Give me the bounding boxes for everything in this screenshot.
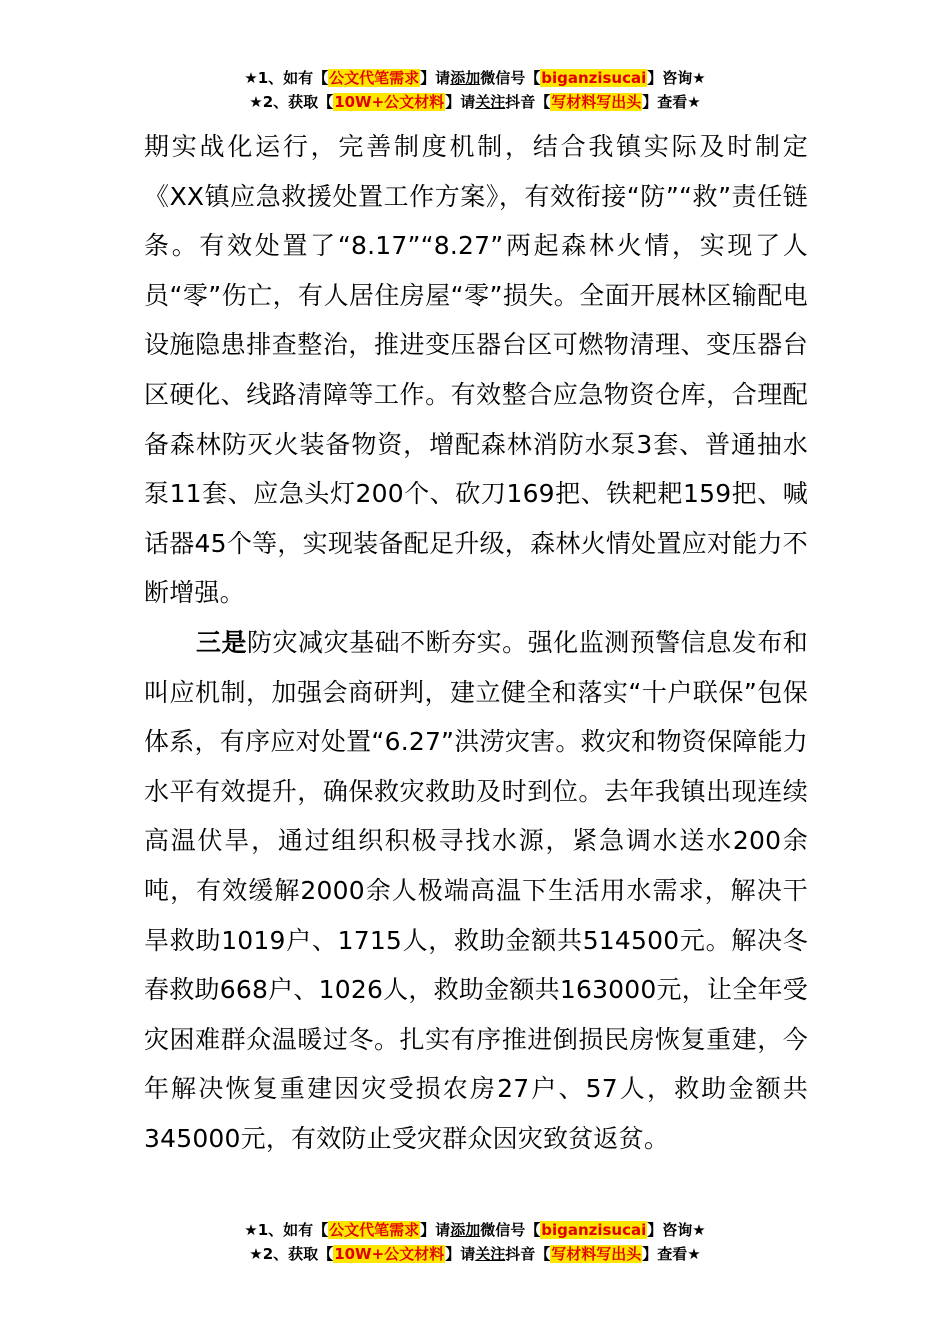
document-body <box>144 122 808 1163</box>
banner-text: 微信号【 <box>480 69 541 87</box>
bottom-banner <box>0 1218 950 1266</box>
underline-follow: 关注 <box>475 93 506 111</box>
paragraph-lead: 三是 <box>196 627 248 657</box>
banner-text: 1、如有【 <box>257 1221 329 1239</box>
banner-text: 1、如有【 <box>257 69 329 87</box>
banner-line-1 <box>0 1218 950 1242</box>
star-icon: ★ <box>244 1221 258 1239</box>
star-icon: ★ <box>249 1245 263 1263</box>
banner-line-2 <box>0 90 950 114</box>
banner-line-1 <box>0 66 950 90</box>
underline-add: 添加 <box>450 1221 481 1239</box>
banner-text: 】咨询★ <box>647 69 706 87</box>
banner-text: 】查看★ <box>642 93 701 111</box>
highlight-materials: 10W+公文材料 <box>334 93 445 111</box>
paragraph-1: 期实战化运行，完善制度机制，结合我镇实际及时制定《XX镇应急救援处置工作方案》，有效衔接“防”“救”责任链条。有效处置了“8.17”“8.27”两起森林火情，实现了人员“零”伤亡，有人居住房屋“零”损失。全面开展林区输配电设施隐患排查整治，推进变压器台区可燃物清理、变压器台区硬化、线路清障等工作。有效整合应急物资仓库，合理配备森林防灭火装备物资，增配森林消防水泵3套、普通抽水泵11套、应急头灯200个、砍刀169把、铁耙耙159把、喊话器45个等，实现装备配足升级，森林火情处置应对能力不断增强。 <box>144 132 808 608</box>
highlight-service: 公文代笔需求 <box>329 69 420 87</box>
banner-text: 】请 <box>445 1245 476 1263</box>
highlight-wechat-id: biganzisucai <box>541 69 647 87</box>
paragraph-2 <box>144 618 808 1164</box>
banner-text: 】咨询★ <box>647 1221 706 1239</box>
banner-text: 】请 <box>420 1221 451 1239</box>
banner-text: 抖音【 <box>505 1245 551 1263</box>
highlight-materials: 10W+公文材料 <box>334 1245 445 1263</box>
highlight-douyin: 写材料写出头 <box>551 93 642 111</box>
star-icon: ★ <box>244 69 258 87</box>
banner-text: 】查看★ <box>642 1245 701 1263</box>
paragraph-2-text: 防灾减灾基础不断夯实。强化监测预警信息发布和叫应机制，加强会商研判，建立健全和落实“十户联保”包保体系，有序应对处置“6.27”洪涝灾害。救灾和物资保障能力水平有效提升，确保救灾救助及时到位。去年我镇出现连续高温伏旱，通过组织积极寻找水源，紧急调水送水200余吨，有效缓解2000余人极端高温下生活用水需求，解决干旱救助1019户、1715人，救助金额共514500元。解决冬春救助668户、1026人，救助金额共163000元，让全年受灾困难群众温暖过冬。扎实有序推进倒损民房恢复重建，今年解决恢复重建因灾受损农房27户、57人，救助金额共345000元，有效防止受灾群众因灾致贫返贫。 <box>144 627 808 1153</box>
highlight-service: 公文代笔需求 <box>329 1221 420 1239</box>
banner-line-2 <box>0 1242 950 1266</box>
underline-follow: 关注 <box>475 1245 506 1263</box>
banner-text: 2、获取【 <box>262 93 334 111</box>
highlight-douyin: 写材料写出头 <box>551 1245 642 1263</box>
banner-text: 】请 <box>420 69 451 87</box>
underline-add: 添加 <box>450 69 481 87</box>
top-banner <box>0 66 950 114</box>
banner-text: 】请 <box>445 93 476 111</box>
highlight-wechat-id: biganzisucai <box>541 1221 647 1239</box>
star-icon: ★ <box>249 93 263 111</box>
banner-text: 2、获取【 <box>262 1245 334 1263</box>
banner-text: 微信号【 <box>480 1221 541 1239</box>
banner-text: 抖音【 <box>505 93 551 111</box>
